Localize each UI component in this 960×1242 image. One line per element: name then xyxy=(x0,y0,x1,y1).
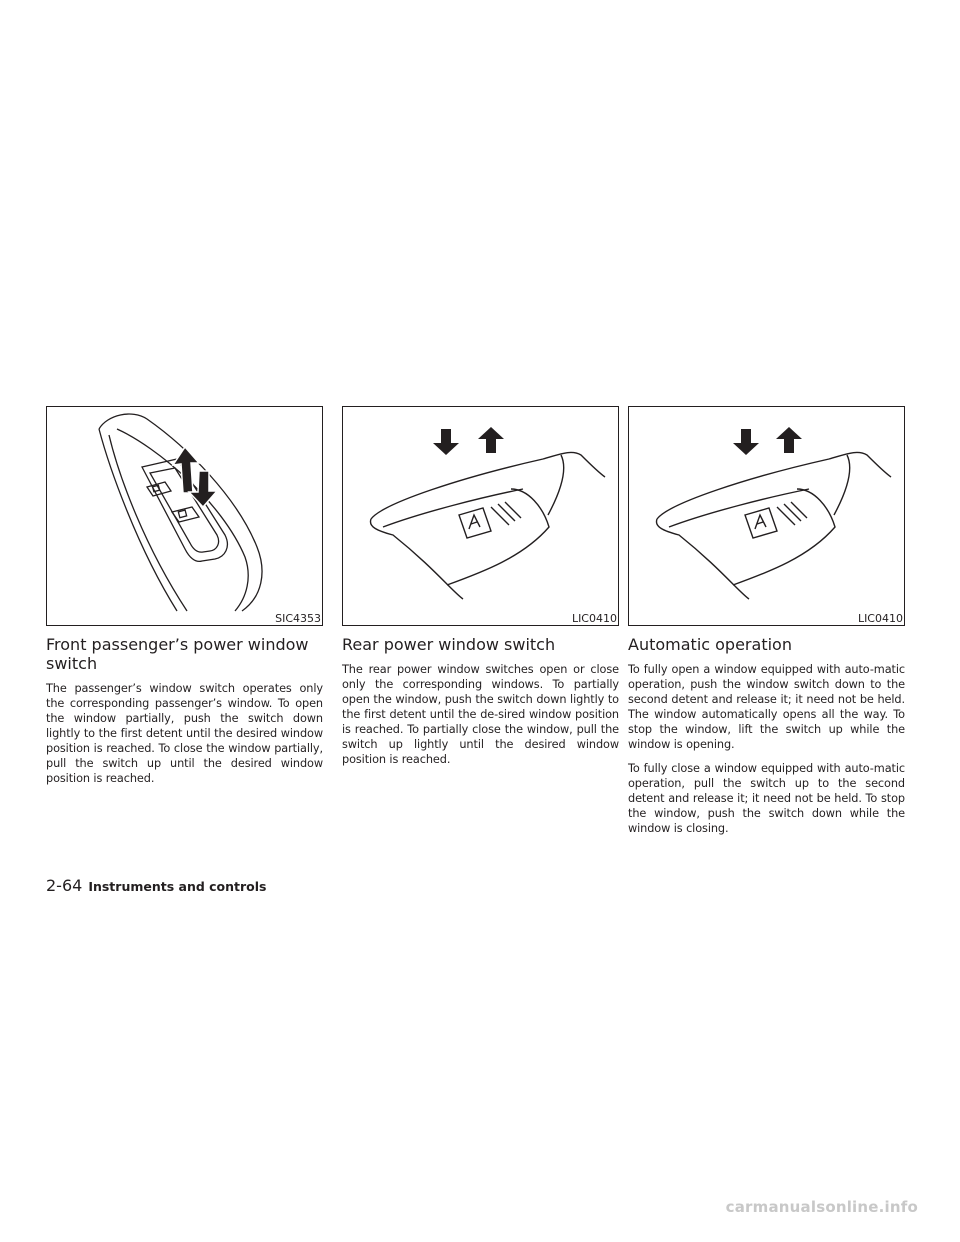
door-switch-illustration xyxy=(47,407,322,625)
up-arrow-icon xyxy=(478,427,504,453)
watermark: carmanualsonline.info xyxy=(725,1198,918,1216)
section-paragraph: To fully open a window equipped with auto-matic operation, push the window switch down to the second detent and release it; it need not be held. The window automatically opens all the way. To stop the window, lift the switch up while the window is opening. xyxy=(628,663,905,751)
down-arrow-icon xyxy=(733,429,759,455)
figure-code: SIC4353 xyxy=(272,613,322,625)
automatic-switch-illustration xyxy=(629,407,904,625)
down-arrow-icon xyxy=(433,429,459,455)
figure-code: LIC0410 xyxy=(855,613,904,625)
section-heading: Automatic operation xyxy=(628,635,792,654)
section-paragraph: To fully close a window equipped with auto-matic operation, pull the switch up to the second detent and release it; it need not be held. To stop the window, push the switch down while the window is closing. xyxy=(628,762,905,835)
up-arrow-icon xyxy=(776,427,802,453)
figure-code: LIC0410 xyxy=(569,613,618,625)
page-number: 2-64 xyxy=(46,876,83,895)
section-paragraph: The rear power window switches open or close only the corresponding windows. To partially open the window, push the switch down lightly to the first detent until the de-sired window position is reached. To partially close the window, pull the switch up lightly until the desired window position is reached. xyxy=(342,663,619,766)
section-heading: Front passenger’s power window switch xyxy=(46,635,309,673)
section-heading: Rear power window switch xyxy=(342,635,556,654)
page-footer xyxy=(46,876,267,895)
section-front-passenger xyxy=(46,406,323,795)
figure-rear-window-switch xyxy=(342,406,619,626)
section-automatic-operation xyxy=(628,406,905,845)
section-paragraph: The passenger’s window switch operates only the corresponding passenger’s window. To open the window partially, push the switch down lightly to the first detent until the desired window position is reached. To close the window partially, pull the switch up until the desired window position is reached. xyxy=(46,682,323,785)
footer-section-title: Instruments and controls xyxy=(88,879,267,894)
figure-automatic-switch xyxy=(628,406,905,626)
section-rear-window xyxy=(342,406,619,776)
rear-switch-illustration xyxy=(343,407,618,625)
figure-front-passenger-switch xyxy=(46,406,323,626)
